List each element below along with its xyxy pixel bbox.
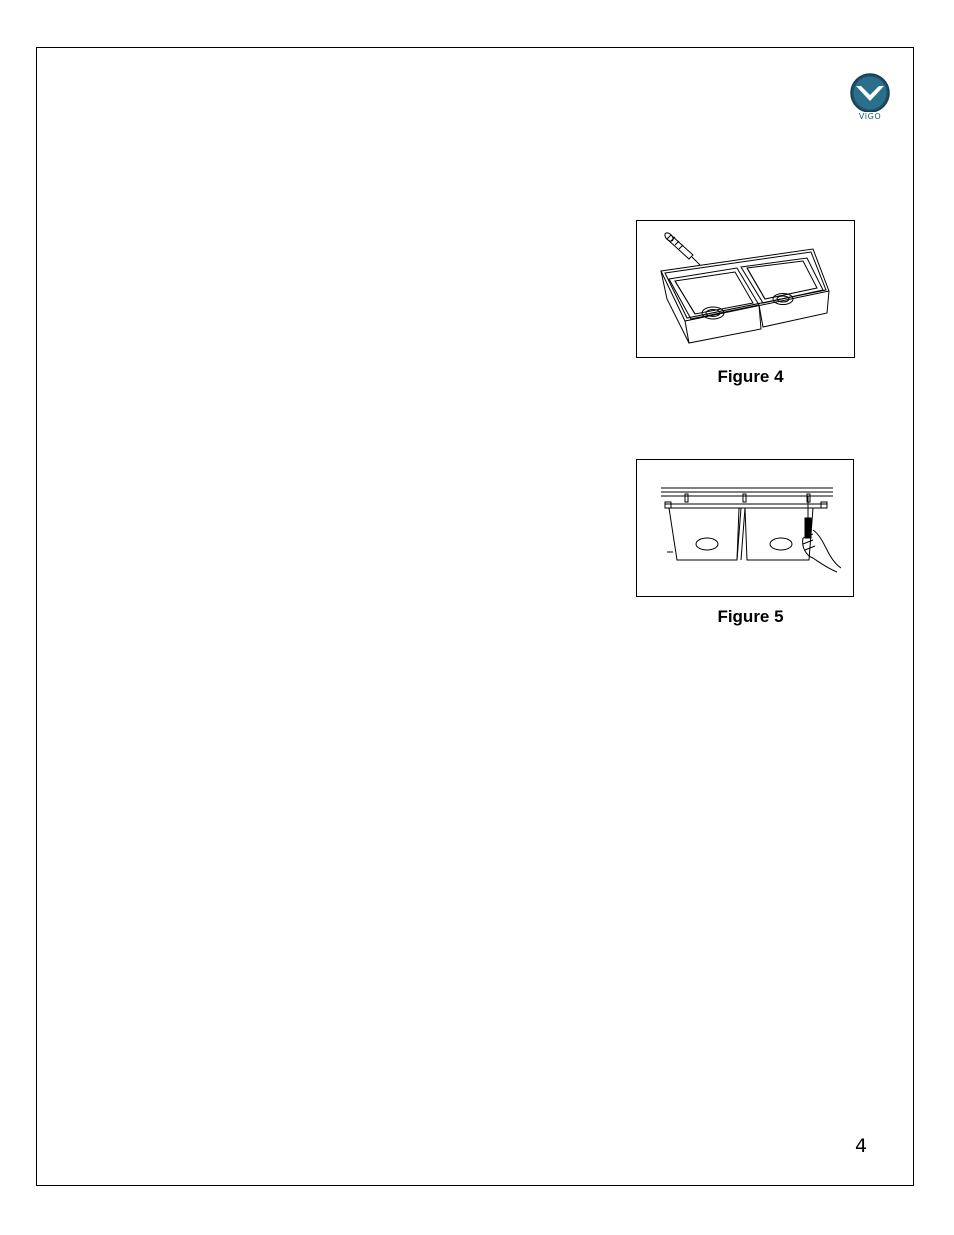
caulk-tube-icon	[663, 231, 700, 265]
page-number: 4	[855, 1135, 868, 1157]
vigo-logo-icon	[848, 72, 892, 112]
vigo-logo	[848, 72, 892, 126]
figure-4-image	[636, 220, 855, 358]
figure-5-image	[636, 459, 854, 597]
figure-4-caption: Figure 4	[717, 367, 784, 386]
screwdriver-hand-icon	[803, 496, 841, 572]
figure-5-caption: Figure 5	[717, 607, 784, 626]
vigo-wordmark: VIGO	[858, 112, 882, 121]
